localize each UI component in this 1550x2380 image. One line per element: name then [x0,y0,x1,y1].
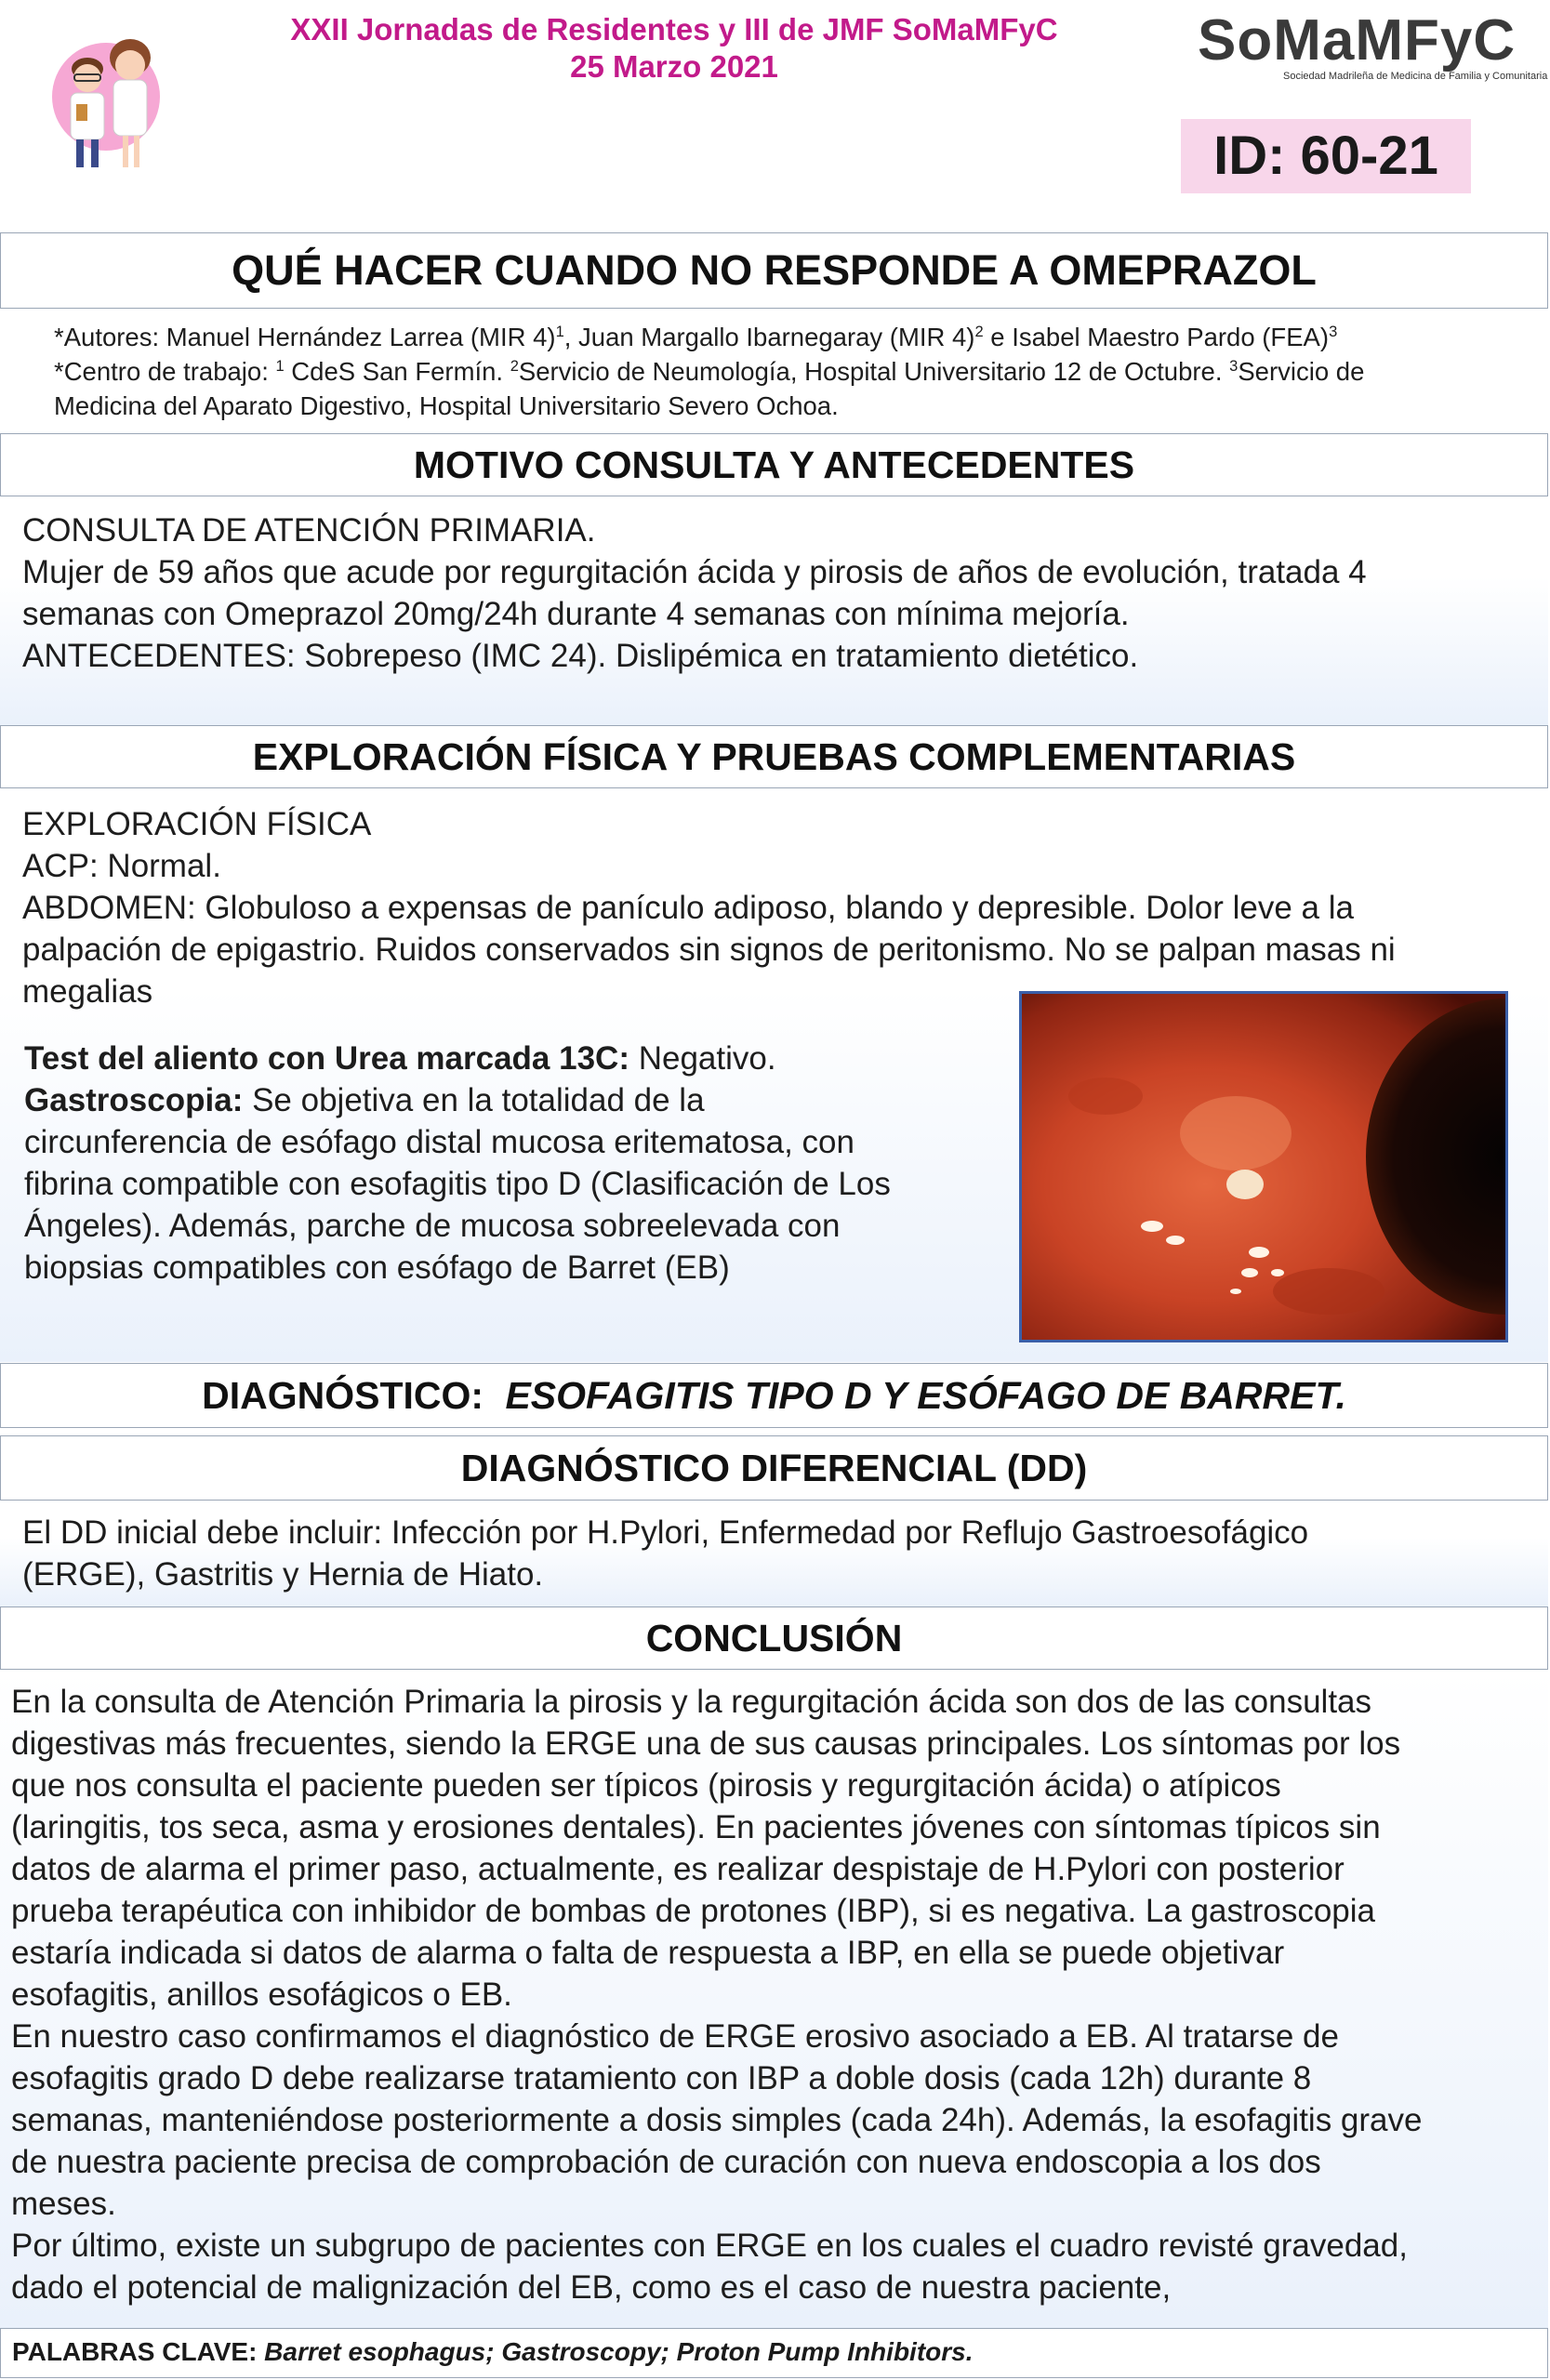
workplace-line: *Centro de trabajo: $^1$ CdeS San Fermín. $^2$Servicio de Neumología, Hospital Universitario 12 de Octubre. $^3$Servicio de [54,357,1365,386]
exploracion-heading: EXPLORACIÓN FÍSICA Y PRUEBAS COMPLEMENTARIAS [0,725,1548,788]
exploracion-section [0,788,1548,1362]
conclusion-line: que nos consulta el paciente pueden ser típicos (pirosis y regurgitación ácida) o atípicos [11,1767,1281,1804]
gastroscopy-line: biopsias compatibles con esófago de Barret (EB) [24,1250,730,1286]
doctors-illustration [48,20,179,174]
diagnostico-value: ESOFAGITIS TIPO D Y ESÓFAGO DE BARRET. [505,1374,1346,1417]
authors-line: *Autores: Manuel Hernández Larrea (MIR 4)$^1$, Juan Margallo Ibarnegaray (MIR 4)$^2$ e Isabel Maestro Pardo (FEA)$^3$ [54,323,1338,351]
conclusion-line: semanas, manteniéndose posteriormente a dosis simples (cada 24h). Además, la esofagitis grave [11,2102,1423,2138]
conclusion-line: esofagitis, anillos esofágicos o EB. [11,1977,512,2013]
dd-heading: DIAGNÓSTICO DIFERENCIAL (DD) [0,1435,1548,1501]
exploracion-line: ACP: Normal. [22,848,221,884]
motivo-line: CONSULTA DE ATENCIÓN PRIMARIA. [22,512,596,549]
conclusion-line: (laringitis, tos seca, asma y erosiones dentales). En pacientes jóvenes con síntomas típicos sin [11,1809,1381,1845]
gastroscopy-line: fibrina compatible con esofagitis tipo D (Clasificación de Los [24,1166,891,1202]
event-date: 25 Marzo 2021 [570,49,778,84]
id-badge [1181,119,1471,193]
keywords-bar [0,2328,1548,2378]
exploracion-line: palpación de epigastrio. Ruidos conservados sin signos de peritonismo. No se palpan masas ni [22,932,1396,968]
motivo-heading: MOTIVO CONSULTA Y ANTECEDENTES [0,433,1548,496]
motivo-line: ANTECEDENTES: Sobrepeso (IMC 24). Dislipémica en tratamiento dietético. [22,638,1139,674]
keywords-label: PALABRAS CLAVE: [12,2337,258,2366]
conclusion-line: estaría indicada si datos de alarma o falta de respuesta a IBP, en ella se puede objetivar [11,1935,1285,1971]
conclusion-line: digestivas más frecuentes, siendo la ERGE una de sus causas principales. Los síntomas por los [11,1726,1401,1762]
poster-title-text: QUÉ HACER CUANDO NO RESPONDE A OMEPRAZOL [232,246,1317,294]
breath-test-line: Test del aliento con Urea marcada 13C: Negativo. [24,1040,776,1077]
event-title [186,11,1162,86]
conclusion-line: esofagitis grado D debe realizarse tratamiento con IBP a doble dosis (cada 12h) durante 8 [11,2060,1312,2096]
exploracion-line: megalias [22,973,153,1010]
conclusion-line: En la consulta de Atención Primaria la pirosis y la regurgitación ácida son dos de las consultas [11,1684,1372,1720]
conclusion-line: prueba terapéutica con inhibidor de bombas de protones (IBP), si es negativa. La gastroscopia [11,1893,1376,1929]
conclusion-heading: CONCLUSIÓN [0,1606,1548,1670]
exploracion-line: ABDOMEN: Globuloso a expensas de panículo adiposo, blando y depresible. Dolor leve a la [22,890,1354,926]
exploracion-line: EXPLORACIÓN FÍSICA [22,806,372,842]
conclusion-line: En nuestro caso confirmamos el diagnóstico de ERGE erosivo asociado a EB. Al tratarse de [11,2018,1339,2055]
motivo-line: Mujer de 59 años que acude por regurgitación ácida y pirosis de años de evolución, tratada 4 [22,554,1367,590]
gastroscopy-line: Gastroscopia: Se objetiva en la totalidad de la [24,1082,705,1118]
id-badge-text: ID: 60-21 [1213,126,1438,186]
event-name: XXII Jornadas de Residentes y III de JMF SoMaMFyC [290,12,1058,46]
logo-wordmark: SoMaMFyC [1198,8,1517,73]
endoscopy-image [1019,991,1508,1342]
logo-subtitle: Sociedad Madrileña de Medicina de Familia y Comunitaria [1283,71,1548,82]
keywords-value: Barret esophagus; Gastroscopy; Proton Pump Inhibitors. [257,2337,974,2366]
conclusion-line: meses. [11,2186,116,2222]
poster-title [0,232,1548,309]
conclusion-line: Por último, existe un subgrupo de pacientes con ERGE en los cuales el cuadro revisté gravedad, [11,2228,1408,2264]
dd-section [0,1501,1548,1606]
conclusion-line: de nuestra paciente precisa de comprobación de curación con nueva endoscopia a los dos [11,2144,1321,2180]
diagnostico-bar [0,1363,1548,1428]
workplace-line-2: Medicina del Aparato Digestivo, Hospital Universitario Severo Ochoa. [54,391,839,420]
somamfyc-logo [1198,8,1548,86]
diagnostico-label: DIAGNÓSTICO: [202,1374,484,1417]
gastroscopy-line: Ángeles). Además, parche de mucosa sobreelevada con [24,1208,841,1244]
conclusion-section [0,1670,1548,2328]
authors-block [54,320,1542,423]
motivo-section [0,496,1548,725]
conclusion-line: dado el potencial de malignización del EB, como es el caso de nuestra paciente, [11,2269,1172,2306]
gastroscopy-line: circunferencia de esófago distal mucosa eritematosa, con [24,1124,854,1160]
motivo-line: semanas con Omeprazol 20mg/24h durante 4 semanas con mínima mejoría. [22,596,1130,632]
conclusion-line: datos de alarma el primer paso, actualmente, es realizar despistaje de H.Pylori con posterior [11,1851,1345,1887]
dd-line: (ERGE), Gastritis y Hernia de Hiato. [22,1556,544,1593]
dd-line: El DD inicial debe incluir: Infección por H.Pylori, Enfermedad por Reflujo Gastroesofágico [22,1514,1309,1551]
